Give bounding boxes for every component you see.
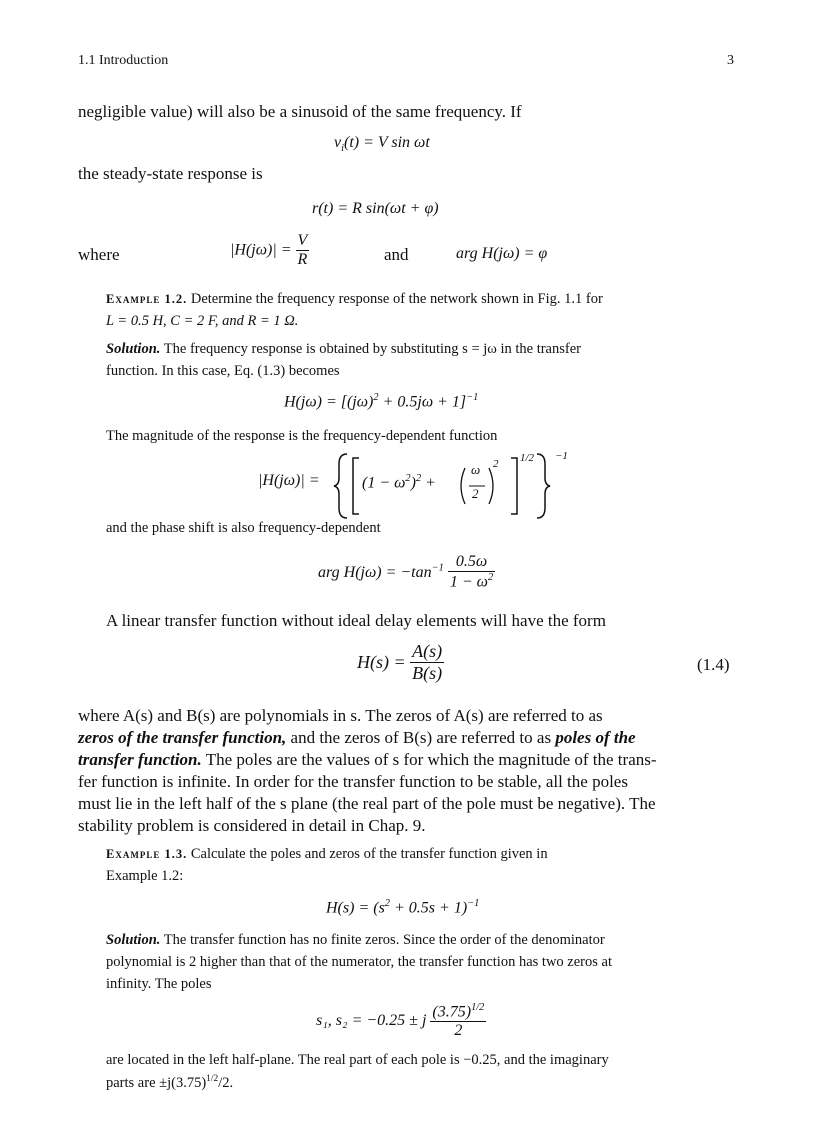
text-line: the steady-state response is xyxy=(78,164,263,183)
text-and: and xyxy=(384,245,409,264)
magnitude-exp-half: 1/2 xyxy=(520,452,535,464)
text-line: parts are $\pm j(3.75)^{1/2}/2$. xyxy=(106,1074,234,1091)
magnitude-frac-sq: 2 xyxy=(493,458,499,470)
text-line: transfer function. The poles are the values of s for which the magnitude of the trans- xyxy=(78,750,657,769)
equation-number: (1.4) xyxy=(697,655,730,674)
solution-line3: infinity. The poles xyxy=(106,976,212,992)
solution-line2: function. In this case, Eq. (1.3) becomes xyxy=(106,363,340,379)
example-1-2-line2: L = 0.5 H, C = 2 F, and R = 1 Ω. xyxy=(106,313,299,329)
solution-line2: polynomial is 2 higher than that of the numerator, the transfer function has two zeros at xyxy=(106,954,612,970)
text-line: fer function is infinite. In order for the transfer function to be stable, all the poles xyxy=(78,772,628,791)
magnitude-frac-den: 2 xyxy=(472,486,479,501)
equation-arg: arg H(jω) = φ xyxy=(456,245,548,262)
text-line: are located in the left half-plane. The real part of each pole is −0.25, and the imaginary xyxy=(106,1052,609,1068)
page-number: 3 xyxy=(727,53,734,68)
equation-hs: $H(s) = (s^2 + 0.5s + 1)^{-1}$ xyxy=(326,898,480,917)
text-line: where A(s) and B(s) are polynomials in s. The zeros of A(s) are referred to as xyxy=(78,706,603,725)
solution-line1: Solution. The frequency response is obtained by substituting s = jω in the transfer xyxy=(106,341,581,357)
equation-phase: arg $H(j\omega) = -\tan^{-1}$ $\frac{0.5\omega}{1 - \omega^2}$ xyxy=(318,553,494,591)
equation-response: r(t) = R sin(ωt + φ) xyxy=(312,200,439,217)
equation-vi: $v_i(t) = V$ sin ωt xyxy=(334,134,430,155)
text-line: negligible value) will also be a sinusoid of the same frequency. If xyxy=(78,102,522,121)
example-1-3-line2: Example 1.2: xyxy=(106,868,184,884)
example-1-2-line1: Example 1.2. Determine the frequency response of the network shown in Fig. 1.1 for xyxy=(106,291,603,307)
magnitude-inner: $(1 - \omega^2)^2$ + xyxy=(362,473,436,492)
equation-1-4: H(s) = $\frac{A(s)}{B(s)}$ xyxy=(357,641,443,683)
example-1-3-line1: Example 1.3. Calculate the poles and zeros of the transfer function given in xyxy=(106,846,548,862)
equation-magnitude: |H(jω)| = $\frac{V}{R}$ xyxy=(230,232,308,268)
text-line: stability problem is considered in detail in Chap. 9. xyxy=(78,816,426,835)
section-title: 1.1 Introduction xyxy=(78,53,169,68)
text-where: where xyxy=(78,245,120,264)
text-line: A linear transfer function without ideal delay elements will have the form xyxy=(106,611,606,630)
magnitude-exp-neg: −1 xyxy=(555,450,568,462)
equation-hjw: $H(j\omega) = [(j\omega)^2 + 0.5j\omega + 1]^{-1}$ xyxy=(284,392,479,411)
equation-magnitude-function: |H(jω)| = xyxy=(258,472,320,489)
running-header xyxy=(78,53,168,69)
text-line: must lie in the left half of the s plane (the real part of the pole must be negative). The xyxy=(78,794,656,813)
magnitude-frac-num: ω xyxy=(471,462,481,477)
solution-line1: Solution. The transfer function has no finite zeros. Since the order of the denominator xyxy=(106,932,605,948)
magnitude-text: The magnitude of the response is the frequency-dependent function xyxy=(106,428,498,444)
phase-text: and the phase shift is also frequency-dependent xyxy=(106,520,381,536)
equation-poles: s₁, s₂ = −0.25 ± j $\frac{(3.75)^{1/2}}{2}$ xyxy=(316,1002,485,1040)
text-line: zeros of the transfer function, and the zeros of B(s) are referred to as poles of the xyxy=(78,728,636,747)
